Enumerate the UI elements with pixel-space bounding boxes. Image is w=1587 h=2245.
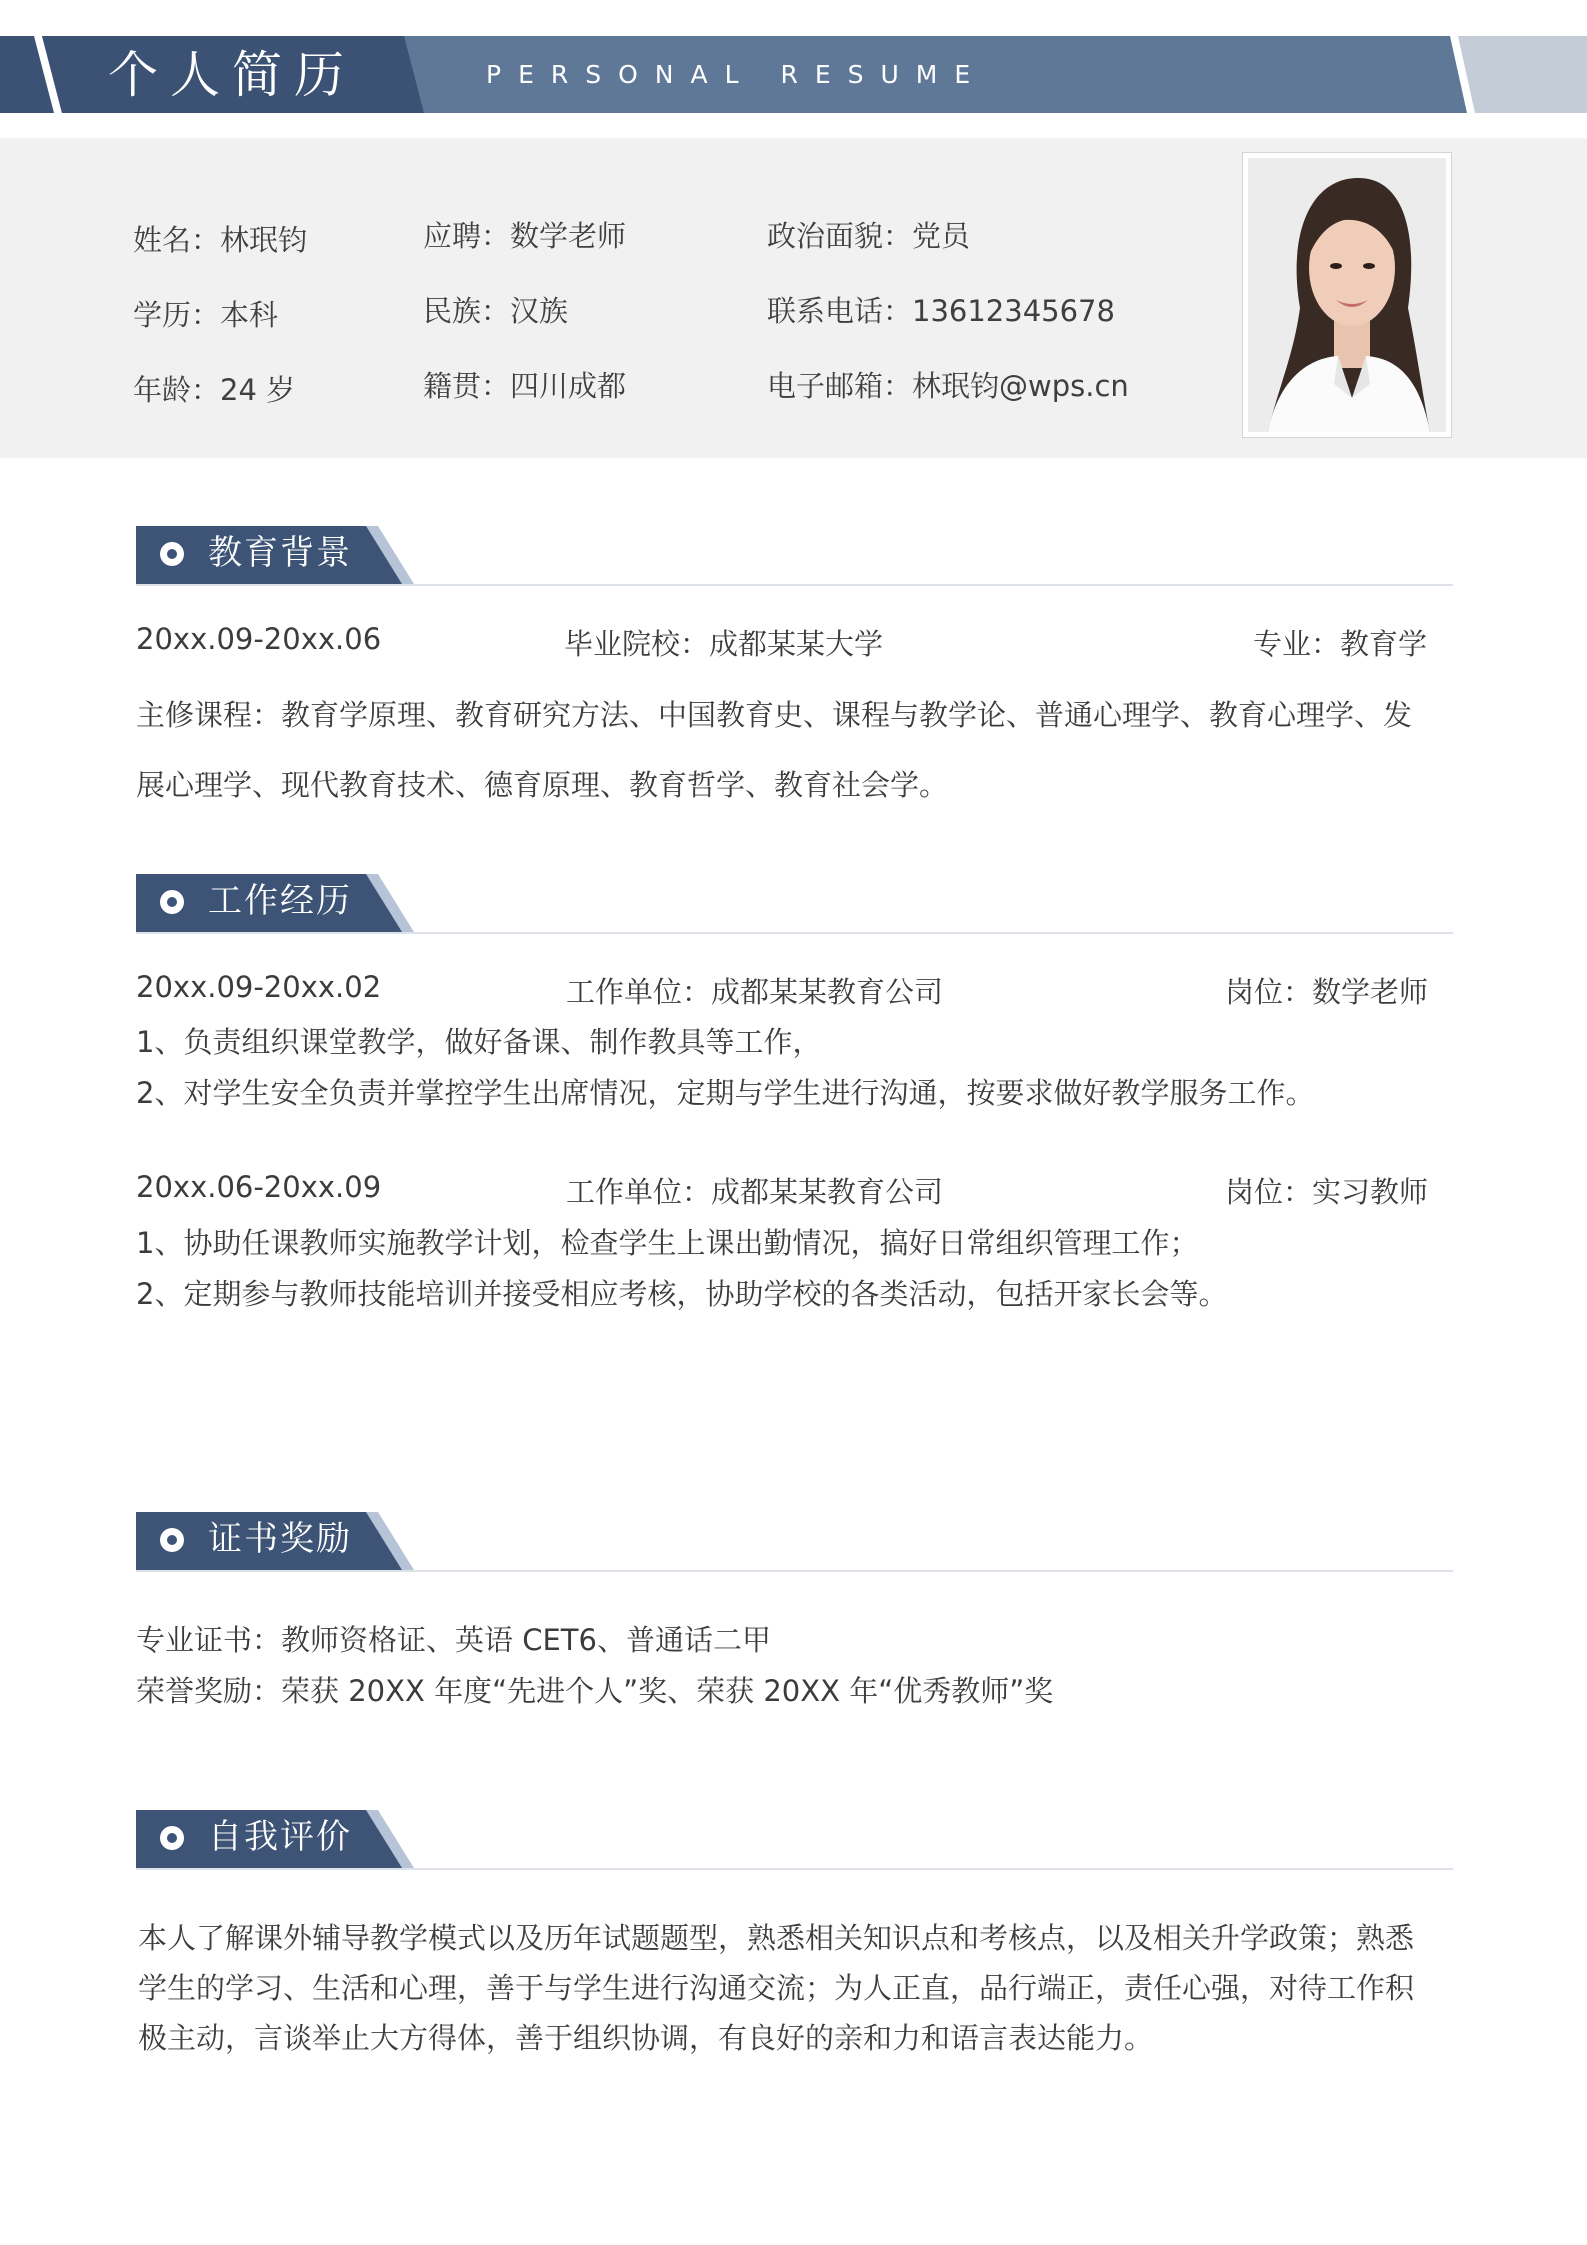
section-header-self-eval [136,1810,1453,1872]
page-subtitle: PERSONAL RESUME [486,60,988,89]
info-political: 政治面貌：党员 [767,219,971,253]
job-2-company: 工作单位：成都某某教育公司 [566,1175,944,1209]
section-header-certificates [136,1512,1453,1574]
section-title-work: 工作经历 [208,881,352,921]
job-2-duty-1: 1、协助任课教师实施教学计划，检查学生上课出勤情况，搞好日常组织管理工作； [136,1226,1199,1260]
info-education: 学历：本科 [133,298,279,332]
education-period: 20xx.09-20xx.06 [136,622,382,656]
info-ethnicity: 民族：汉族 [423,294,569,328]
self-eval-line-3: 极主动，言谈举止大方得体，善于组织协调，有良好的亲和力和语言表达能力。 [138,2021,1154,2055]
section-title-certificates: 证书奖励 [208,1519,352,1559]
job-2-period: 20xx.06-20xx.09 [136,1170,382,1204]
certificates-honors: 荣誉奖励：荣获 20XX 年度“先进个人”奖、荣获 20XX 年“优秀教师”奖 [136,1674,1054,1708]
job-1-role: 岗位：数学老师 [1225,975,1429,1009]
info-name: 姓名：林珉钧 [133,223,308,257]
bullet-ring-icon [160,542,184,566]
section-title-self-eval: 自我评价 [208,1817,352,1857]
education-courses-line2: 展心理学、现代教育技术、德育原理、教育哲学、教育社会学。 [136,768,949,802]
education-courses-line1: 主修课程：教育学原理、教育研究方法、中国教育史、课程与教学论、普通心理学、教育心理学、发 [136,698,1413,732]
bullet-ring-icon [160,1528,184,1552]
education-school: 毕业院校：成都某某大学 [564,627,884,661]
job-1-duty-1: 1、负责组织课堂教学，做好备课、制作教具等工作， [136,1025,822,1059]
info-position: 应聘：数学老师 [423,219,627,253]
self-eval-line-2: 学生的学习、生活和心理，善于与学生进行沟通交流；为人正直，品行端正，责任心强，对待工作积 [138,1971,1415,2005]
section-header-work [136,874,1453,936]
header-banner [0,36,1587,113]
job-2-duty-2: 2、定期参与教师技能培训并接受相应考核，协助学校的各类活动，包括开家长会等。 [136,1277,1228,1311]
section-divider [136,1570,1453,1572]
bullet-ring-icon [160,890,184,914]
section-title-education: 教育背景 [208,533,352,573]
job-1-duty-2: 2、对学生安全负责并掌控学生出席情况，定期与学生进行沟通，按要求做好教学服务工作。 [136,1076,1315,1110]
section-divider [136,1868,1453,1870]
section-divider [136,584,1453,586]
job-1-company: 工作单位：成都某某教育公司 [566,975,944,1009]
job-2-role: 岗位：实习教师 [1225,1175,1429,1209]
self-eval-line-1: 本人了解课外辅导教学模式以及历年试题题型，熟悉相关知识点和考核点，以及相关升学政策；熟悉 [138,1921,1415,1955]
info-email: 电子邮箱：林珉钧@wps.cn [767,369,1129,403]
job-1-period: 20xx.09-20xx.02 [136,970,382,1004]
photo-portrait [1248,158,1446,432]
section-header-education [136,526,1453,588]
info-native-place: 籍贯：四川成都 [423,369,627,403]
info-age: 年龄：24 岁 [133,373,296,407]
personal-info [0,138,1587,458]
section-divider [136,932,1453,934]
bullet-ring-icon [160,1826,184,1850]
page-title: 个人简历 [108,46,356,104]
profile-photo [1242,152,1452,438]
education-major: 专业：教育学 [1253,627,1428,661]
certificates-professional: 专业证书：教师资格证、英语 CET6、普通话二甲 [136,1623,771,1657]
info-phone: 联系电话：13612345678 [767,294,1115,328]
